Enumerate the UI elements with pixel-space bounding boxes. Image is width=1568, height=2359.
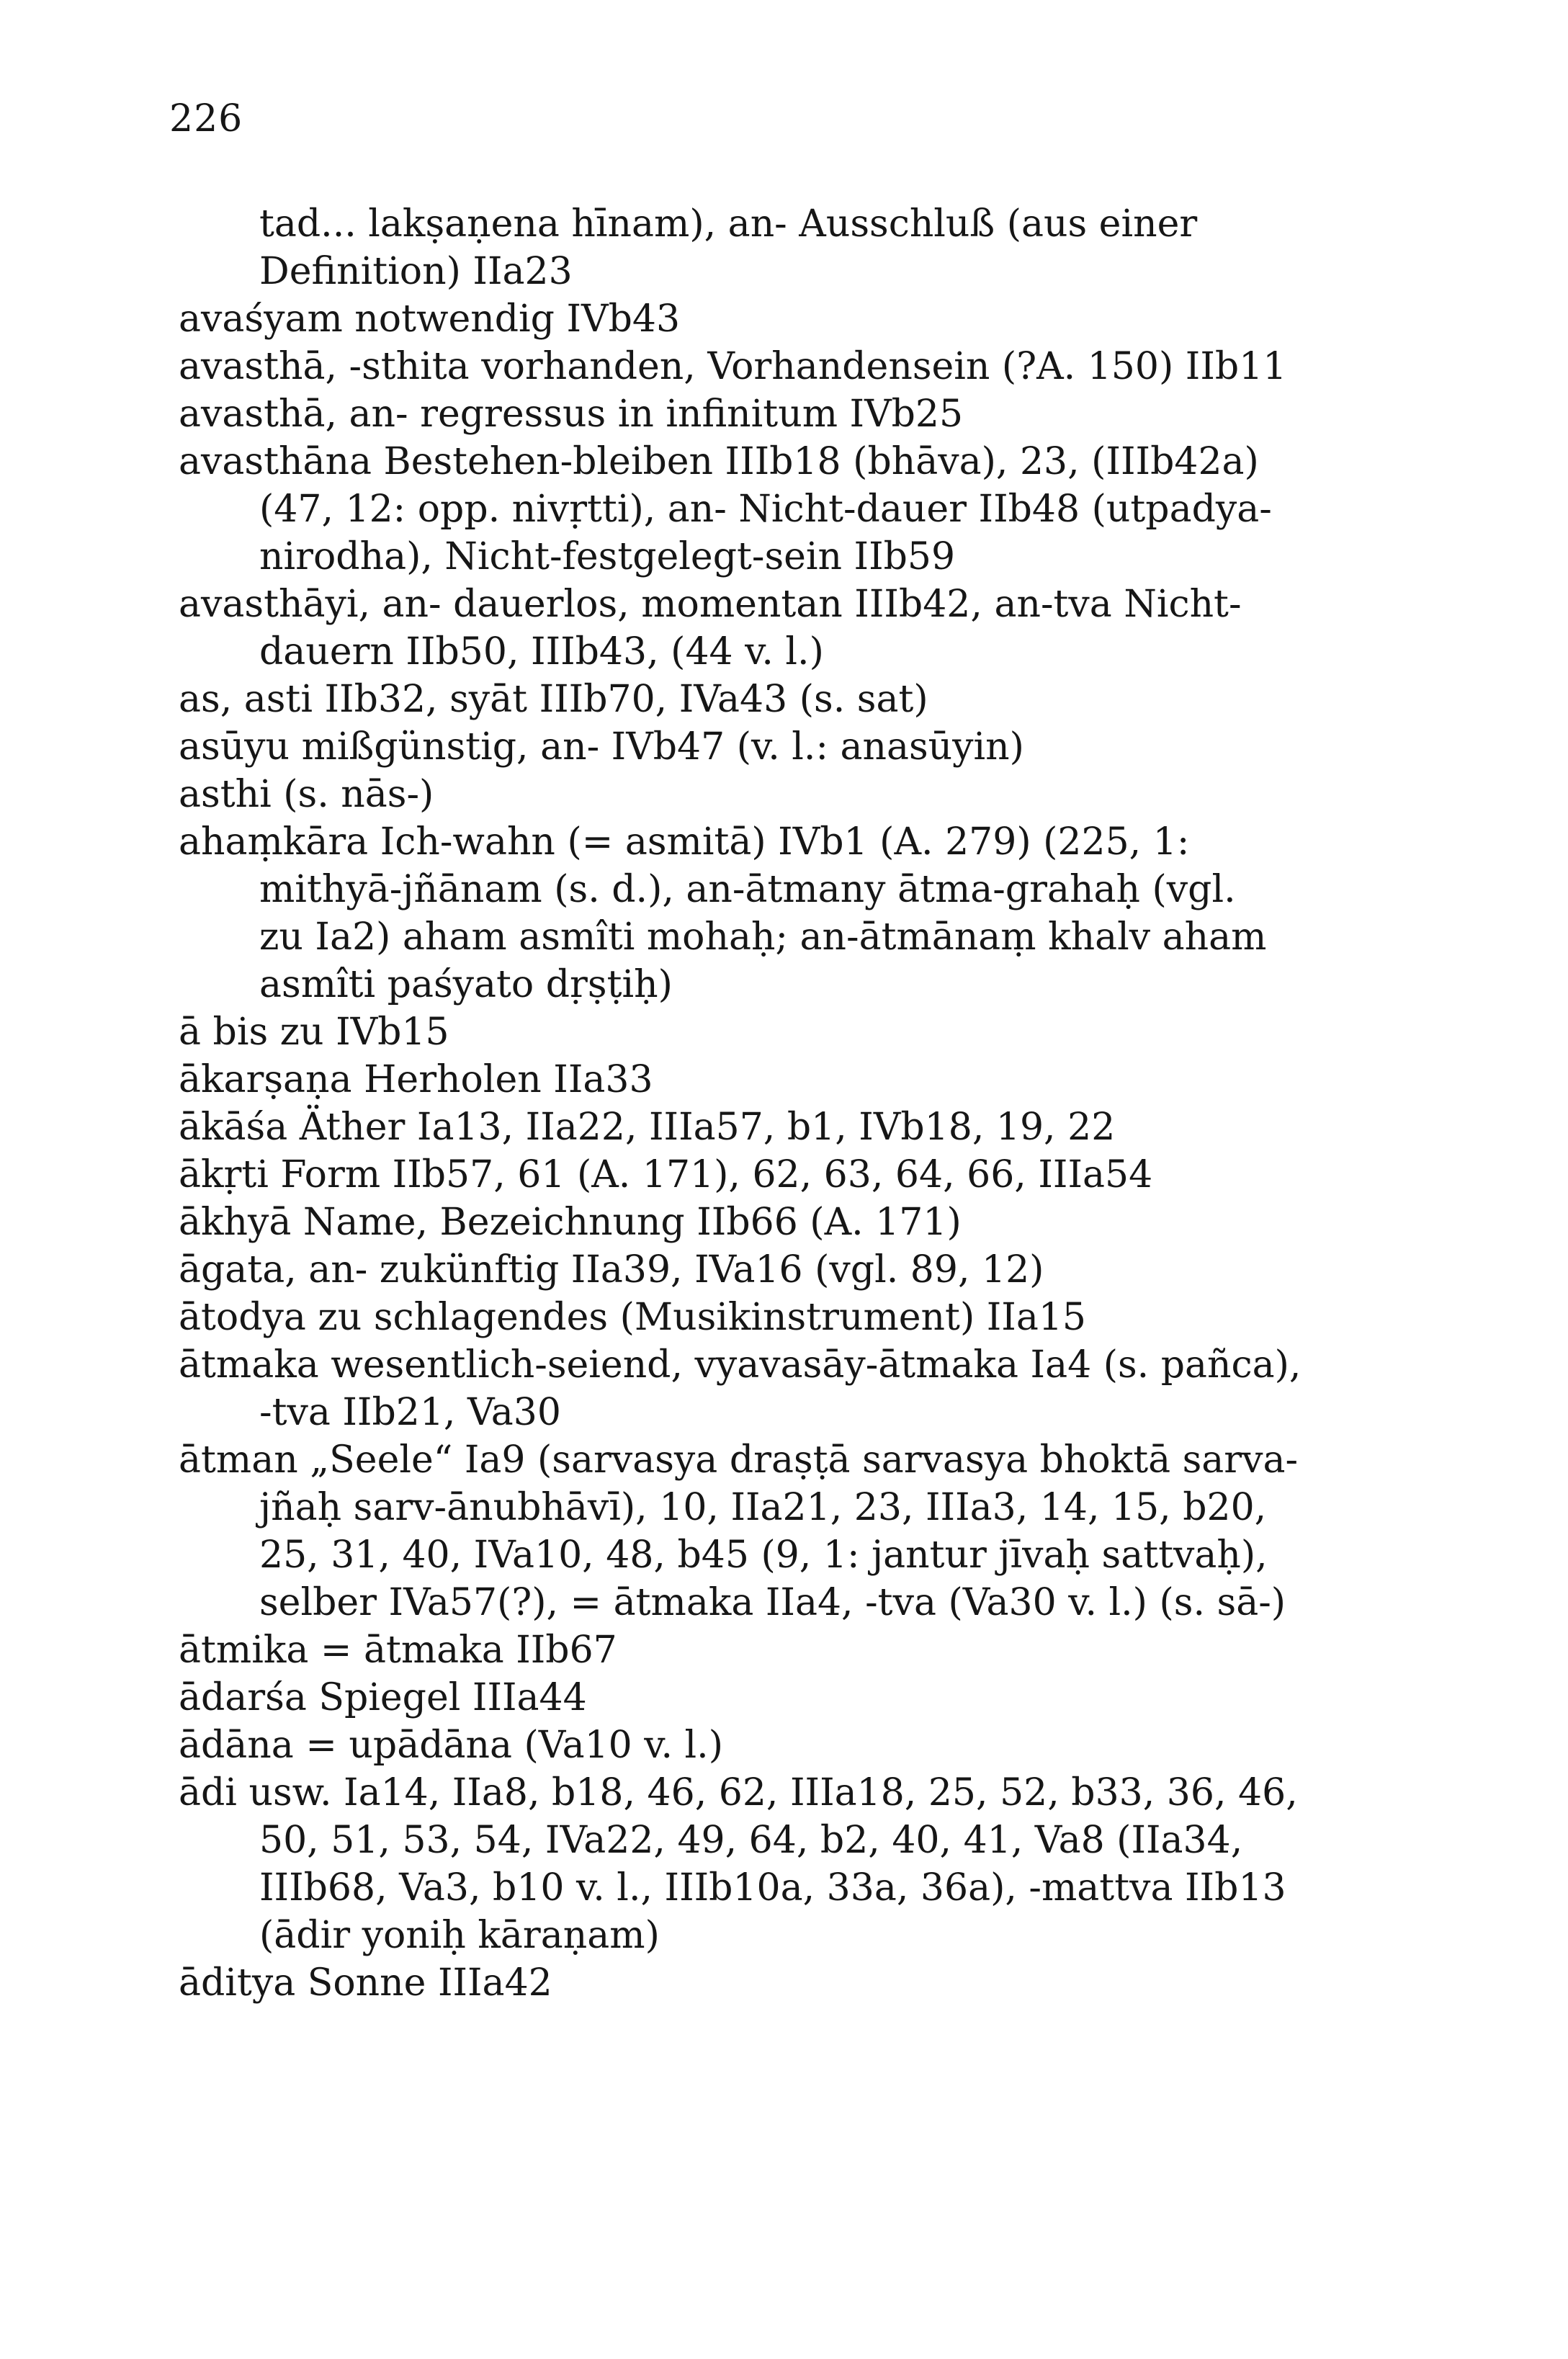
entry-line: ā bis zu IVb15: [179, 1011, 449, 1054]
entry-line: ātmika = ātmaka IIb67: [179, 1629, 617, 1672]
entry-line: ākāśa Äther Ia13, IIa22, IIIa57, b1, IVb18, 19, 22: [179, 1106, 1116, 1149]
entry-line: āgata, an- zukünftig IIa39, IVa16 (vgl. 89, 12): [179, 1248, 1044, 1292]
entry-line: āditya Sonne IIIa42: [179, 1961, 552, 2005]
entry-line: (47, 12: opp. nivṛtti), an- Nicht-dauer IIb48 (utpadya-: [259, 488, 1272, 531]
entry-line: 25, 31, 40, IVa10, 48, b45 (9, 1: jantur jīvaḥ sattvaḥ),: [259, 1534, 1268, 1577]
entry-line: ākṛti Form IIb57, 61 (A. 171), 62, 63, 64, 66, IIIa54: [179, 1153, 1153, 1196]
entry-line: ātman „Seele“ Ia9 (sarvasya draṣṭā sarvasya bhoktā sarva-: [179, 1438, 1299, 1482]
entry-line: zu Ia2) aham asmîti mohaḥ; an-ātmānaṃ khalv aham: [259, 916, 1267, 959]
entry-line: selber IVa57(?), = ātmaka IIa4, -tva (Va30 v. l.) (s. sā-): [259, 1581, 1286, 1624]
entry-line: asthi (s. nās-): [179, 773, 434, 816]
entry-line: ādarśa Spiegel IIIa44: [179, 1676, 587, 1719]
entry-line: avasthā, an- regressus in infinitum IVb25: [179, 393, 964, 436]
entry-line: avasthā, -sthita vorhanden, Vorhandensein (?A. 150) IIb11: [179, 345, 1287, 388]
entry-line: -tva IIb21, Va30: [259, 1391, 561, 1434]
entry-line: nirodha), Nicht-festgelegt-sein IIb59: [259, 535, 956, 578]
entry-line: avasthāyi, an- dauerlos, momentan IIIb42, an-tva Nicht-: [179, 583, 1242, 626]
entry-line: mithyā-jñānam (s. d.), an-ātmany ātma-grahaḥ (vgl.: [259, 868, 1236, 911]
entry-line: avasthāna Bestehen-bleiben IIIb18 (bhāva), 23, (IIIb42a): [179, 440, 1259, 483]
entry-line: avaśyam notwendig IVb43: [179, 297, 681, 341]
entry-line: IIIb68, Va3, b10 v. l., IIIb10a, 33a, 36a), -mattva IIb13: [259, 1866, 1286, 1910]
entry-line: ākhyā Name, Bezeichnung IIb66 (A. 171): [179, 1201, 962, 1244]
entry-line: ākarṣaṇa Herholen IIa33: [179, 1058, 653, 1101]
dictionary-entries: [179, 200, 1338, 2007]
entry-line: ahaṃkāra Ich-wahn (= asmitā) IVb1 (A. 279) (225, 1:: [179, 820, 1190, 864]
entry-line: asūyu mißgünstig, an- IVb47 (v. l.: anasūyin): [179, 725, 1024, 769]
entry-line: ādāna = upādāna (Va10 v. l.): [179, 1724, 723, 1767]
entry-line: (ādir yoniḥ kāraṇam): [259, 1914, 660, 1957]
entry-line: ātodya zu schlagendes (Musikinstrument) IIa15: [179, 1296, 1087, 1339]
entry-line: ātmaka wesentlich-seiend, vyavasāy-ātmaka Ia4 (s. pañca),: [179, 1343, 1302, 1387]
entry-line: as, asti IIb32, syāt IIIb70, IVa43 (s. sat): [179, 678, 928, 721]
page-number: 226: [169, 97, 243, 140]
entry-line: 50, 51, 53, 54, IVa22, 49, 64, b2, 40, 41, Va8 (IIa34,: [259, 1819, 1243, 1862]
entry-line: ādi usw. Ia14, IIa8, b18, 46, 62, IIIa18, 25, 52, b33, 36, 46,: [179, 1771, 1298, 1814]
entry-line: asmîti paśyato dṛṣṭiḥ): [259, 963, 673, 1006]
entry-line: dauern IIb50, IIIb43, (44 v. l.): [259, 630, 824, 673]
entry-line: Definition) IIa23: [259, 250, 573, 293]
entry-line: jñaḥ sarv-ānubhāvī), 10, IIa21, 23, IIIa3, 14, 15, b20,: [259, 1486, 1267, 1529]
entry-line: tad... lakṣaṇena hīnam), an- Ausschluß (aus einer: [259, 202, 1198, 246]
